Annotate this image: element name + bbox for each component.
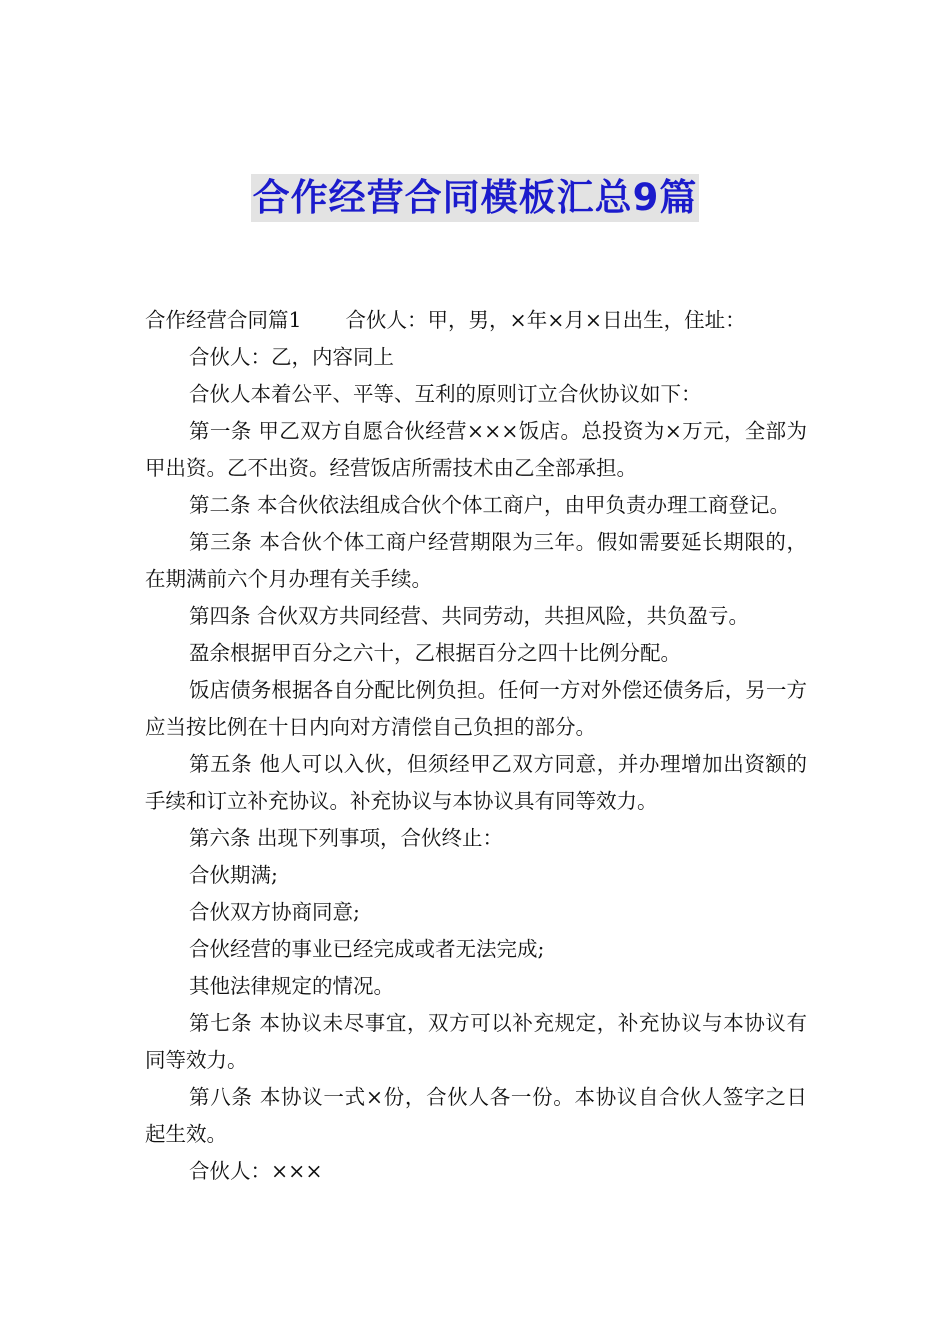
- paragraph: 第六条 出现下列事项，合伙终止：: [189, 826, 504, 850]
- paragraph: 合伙人：×××: [189, 1159, 323, 1183]
- paragraph: 第八条 本协议一式×份，合伙人各一份。本协议自合伙人签字之日起生效。: [145, 1085, 807, 1146]
- paragraph: 第七条 本协议未尽事宜，双方可以补充规定，补充协议与本协议有同等效力。: [145, 1011, 807, 1072]
- paragraph: 第五条 他人可以入伙，但须经甲乙双方同意，并办理增加出资额的手续和订立补充协议。补充协议与本协议具有同等效力。: [145, 752, 807, 813]
- paragraph: 合伙期满;: [189, 863, 278, 887]
- first-paragraph: [145, 302, 807, 339]
- paragraph: 合伙双方协商同意;: [189, 900, 360, 924]
- paragraph: 盈余根据甲百分之六十，乙根据百分之四十比例分配。: [189, 641, 681, 665]
- first-line-text: 合伙人：甲，男，×年×月×日出生，住址：: [345, 308, 746, 332]
- paragraph: 合伙人：乙，内容同上: [189, 345, 394, 369]
- paragraph: 第三条 本合伙个体工商户经营期限为三年。假如需要延长期限的，在期满前六个月办理有关手续。: [145, 530, 807, 591]
- document-title: 合作经营合同模板汇总9篇: [251, 174, 700, 222]
- contract-heading: 合作经营合同篇1: [145, 308, 302, 332]
- paragraph: 饭店债务根据各自分配比例负担。任何一方对外偿还债务后，另一方应当按比例在十日内向对方清偿自己负担的部分。: [145, 678, 807, 739]
- paragraph: 第二条 本合伙依法组成合伙个体工商户，由甲负责办理工商登记。: [189, 493, 791, 517]
- title-wrap: [0, 174, 950, 222]
- paragraph: 第四条 合伙双方共同经营、共同劳动，共担风险，共负盈亏。: [189, 604, 750, 628]
- document-body: [145, 302, 807, 1190]
- paragraph: 合伙人本着公平、平等、互利的原则订立合伙协议如下：: [189, 382, 702, 406]
- paragraph: 合伙经营的事业已经完成或者无法完成;: [189, 937, 545, 961]
- paragraph: 其他法律规定的情况。: [189, 974, 394, 998]
- paragraph: 第一条 甲乙双方自愿合伙经营×××饭店。总投资为×万元，全部为甲出资。乙不出资。经营饭店所需技术由乙全部承担。: [145, 419, 807, 480]
